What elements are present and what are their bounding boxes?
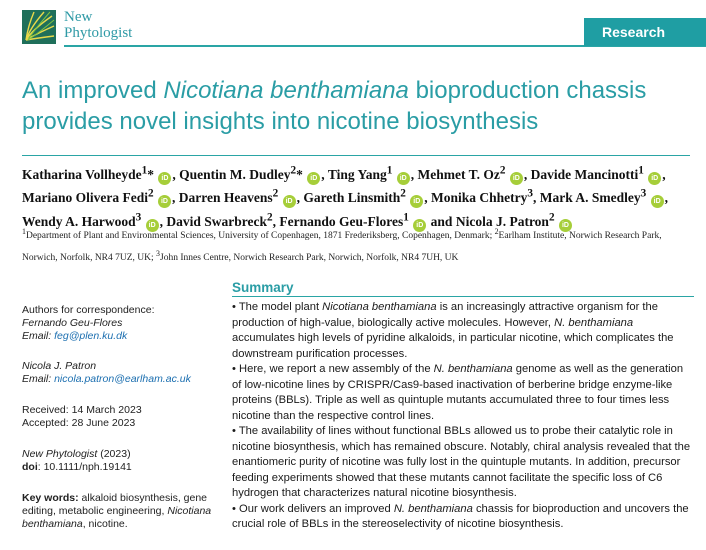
author-affiliation: 3 [640, 187, 647, 200]
email-link[interactable]: nicola.patron@earlham.ac.uk [54, 373, 191, 385]
author-name: Quentin M. Dudley [179, 166, 291, 182]
orcid-icon[interactable]: iD [307, 172, 320, 185]
corresponding-mark: * [147, 166, 155, 182]
affiliation-number: 1 [22, 227, 26, 236]
orcid-icon[interactable]: iD [648, 172, 661, 185]
journal-name-line2: Phytologist [64, 25, 133, 41]
author-name: Mariano Olivera Fedi [22, 190, 148, 205]
author-affiliation: 1 [403, 211, 409, 223]
orcid-icon[interactable]: iD [158, 195, 171, 208]
article-info-sidebar [22, 304, 212, 531]
author-affiliation: 2 [290, 164, 297, 176]
summary-text: accumulates high levels of pyridine alkaloids, in particular nicotine, which complicates the downstream purification processes. [232, 332, 674, 360]
doi-label: doi [22, 461, 38, 473]
author-affiliation: 2 [147, 187, 154, 200]
summary-body [232, 300, 694, 533]
title-divider [22, 155, 690, 156]
author-separator: , [410, 166, 418, 182]
summary-bullet [232, 502, 694, 533]
keywords-text: alkaloid biosynthesis, gene editing, metabolic engineering, [22, 492, 208, 517]
author-separator: , [523, 166, 531, 182]
summary-bullet [232, 300, 694, 362]
orcid-icon[interactable]: iD [651, 195, 664, 208]
author[interactable] [22, 164, 180, 182]
accepted-date: Accepted: 28 June 2023 [22, 417, 136, 429]
author-name: Ting Yang [327, 166, 387, 182]
author-name: Monika Chhetry [431, 190, 528, 205]
summary-divider [232, 296, 694, 297]
author-name: Mark A. Smedley [539, 190, 641, 205]
summary-text: is an increasingly attractive organism for the production of high-value, biologically active molecules. However, [232, 301, 658, 329]
author-list [22, 161, 694, 232]
keywords-end: , nicotine. [82, 518, 128, 530]
author-separator: , [171, 190, 179, 205]
author-separator: , [296, 190, 304, 205]
journal-header [0, 0, 706, 50]
author-affiliation: 3 [527, 187, 534, 200]
author-affiliation: 1 [141, 164, 148, 176]
author-affiliation: 2 [499, 164, 506, 176]
summary-species: N. benthamiana [433, 363, 513, 375]
summary-text: genome as well as the generation of low-nicotine lines by CRISPR/Cas9-based inactivation of berberine bridge enzyme-like proteins (BBLs). Triple as well as quintuple mutants accumulated three to four times less nicotine than the respective control lines. [232, 363, 684, 422]
orcid-icon[interactable]: iD [559, 219, 572, 232]
author[interactable] [178, 187, 304, 205]
orcid-icon[interactable]: iD [283, 195, 296, 208]
author-affiliation: 2 [548, 211, 555, 223]
summary-bullet [232, 362, 694, 424]
email-label: Email: [22, 330, 55, 342]
received-date: Received: 14 March 2023 [22, 404, 142, 416]
title-part1: An improved [22, 77, 164, 104]
keywords-label: Key words: [22, 492, 79, 504]
correspondent-name: Fernando Geu-Flores [22, 317, 123, 329]
summary-bullet: • The availability of lines without functional BBLs allowed us to probe their catalytic role in nicotine biosynthesis, which has remained obscure. Notably, chiral analysis revealed that the enantiomeric purity of nicotine was fully lost in the quintuple mutants. In addition, precursor feeding experiments showed that these mutants cannot facilitate the specific loss of C6 hydrogen that characterizes natural nicotine biosynthesis. [232, 425, 691, 499]
orcid-icon[interactable]: iD [413, 219, 426, 232]
email-link[interactable]: feg@plen.ku.dk [54, 330, 128, 342]
author-separator: , [159, 213, 167, 229]
affiliation-text: Department of Plant and Environmental Sciences, University of Copenhagen, 1871 Frederiksberg, Copenhagen, Denmark; [25, 231, 495, 242]
title-part2: bioproduction chassis provides novel insights into nicotine biosynthesis [22, 77, 647, 135]
author-separator: , [172, 166, 180, 182]
article-title [22, 75, 682, 137]
section-badge: Research [584, 18, 706, 46]
author-affiliation: 1 [638, 164, 644, 176]
affiliation-text: Earlham Institute, Norwich Research Park, Norwich, Norfolk, NR4 7UZ, UK; [22, 231, 662, 264]
author[interactable] [327, 164, 418, 182]
citation-year: (2023) [97, 448, 131, 460]
author-name: Fernando Geu-Flores [279, 213, 404, 229]
author-affiliation: 1 [386, 164, 393, 176]
summary-species: Nicotiana benthamiana [322, 301, 437, 313]
doi-link[interactable]: : 10.1111/nph.19141 [37, 461, 132, 473]
author-separator: , [321, 166, 328, 182]
author-name: Nicola J. Patron [455, 213, 549, 229]
author-separator: , [664, 190, 669, 205]
author[interactable] [22, 187, 179, 205]
author-separator: , [424, 190, 431, 205]
author-separator: , [533, 190, 540, 205]
summary-heading: Summary [232, 280, 294, 295]
summary-text: • Here, we report a new assembly of the [232, 363, 434, 375]
author[interactable] [179, 164, 328, 182]
orcid-icon[interactable]: iD [410, 195, 423, 208]
author-name: Gareth Linsmith [303, 190, 401, 205]
summary-text: • The model plant [232, 301, 323, 313]
summary-species: N. benthamiana [554, 316, 634, 329]
author-name: Wendy A. Harwood [22, 213, 136, 229]
affiliation-number: 3 [156, 249, 160, 259]
author[interactable] [431, 187, 540, 205]
journal-name[interactable] [64, 9, 132, 41]
orcid-icon[interactable]: iD [158, 172, 171, 185]
summary-species: N. benthamiana [393, 502, 473, 515]
summary-text: chassis for bioproduction and uncovers the crucial role of BBLs in the stereoselectivity of nicotine biosynthesis. [232, 502, 689, 530]
author-name: David Swarbreck [166, 213, 268, 229]
affiliations [22, 223, 694, 267]
author-affiliation: 3 [135, 211, 142, 223]
keywords-species: Nicotiana benthamiana [22, 505, 212, 530]
citation-journal: New Phytologist [22, 448, 98, 460]
affiliation-text: John Innes Centre, Norwich Research Park, Norwich, Norfolk, NR4 7UH, UK [160, 253, 459, 264]
author-separator: , [662, 166, 666, 182]
author-separator: , [272, 213, 280, 229]
journal-logo-icon [22, 10, 56, 44]
orcid-icon[interactable]: iD [146, 219, 159, 232]
journal-name-line1: New [64, 9, 93, 25]
author-affiliation: 2 [272, 187, 279, 200]
corresponding-mark: * [296, 166, 303, 182]
correspondent-name: Nicola J. Patron [22, 360, 97, 372]
correspondence-label: Authors for correspondence: [22, 304, 155, 316]
affiliation-number: 2 [494, 227, 499, 236]
email-label: Email: [22, 373, 55, 385]
author-name: Darren Heavens [178, 190, 273, 205]
author[interactable] [417, 164, 531, 182]
author-affiliation: 2 [400, 187, 406, 200]
author[interactable] [303, 187, 431, 205]
author[interactable] [539, 187, 669, 205]
title-species: Nicotiana benthamiana [163, 77, 409, 104]
author-affiliation: 2 [267, 211, 273, 223]
author[interactable] [530, 164, 666, 182]
keywords [22, 492, 212, 531]
author-name: Mehmet T. Oz [417, 166, 500, 182]
author-separator: and [427, 213, 456, 229]
orcid-icon[interactable]: iD [397, 172, 410, 185]
author-name: Davide Mancinotti [530, 166, 639, 182]
author-name: Katharina Vollheyde [22, 166, 142, 182]
summary-text: • Our work delivers an improved [232, 502, 394, 515]
orcid-icon[interactable]: iD [510, 172, 523, 185]
